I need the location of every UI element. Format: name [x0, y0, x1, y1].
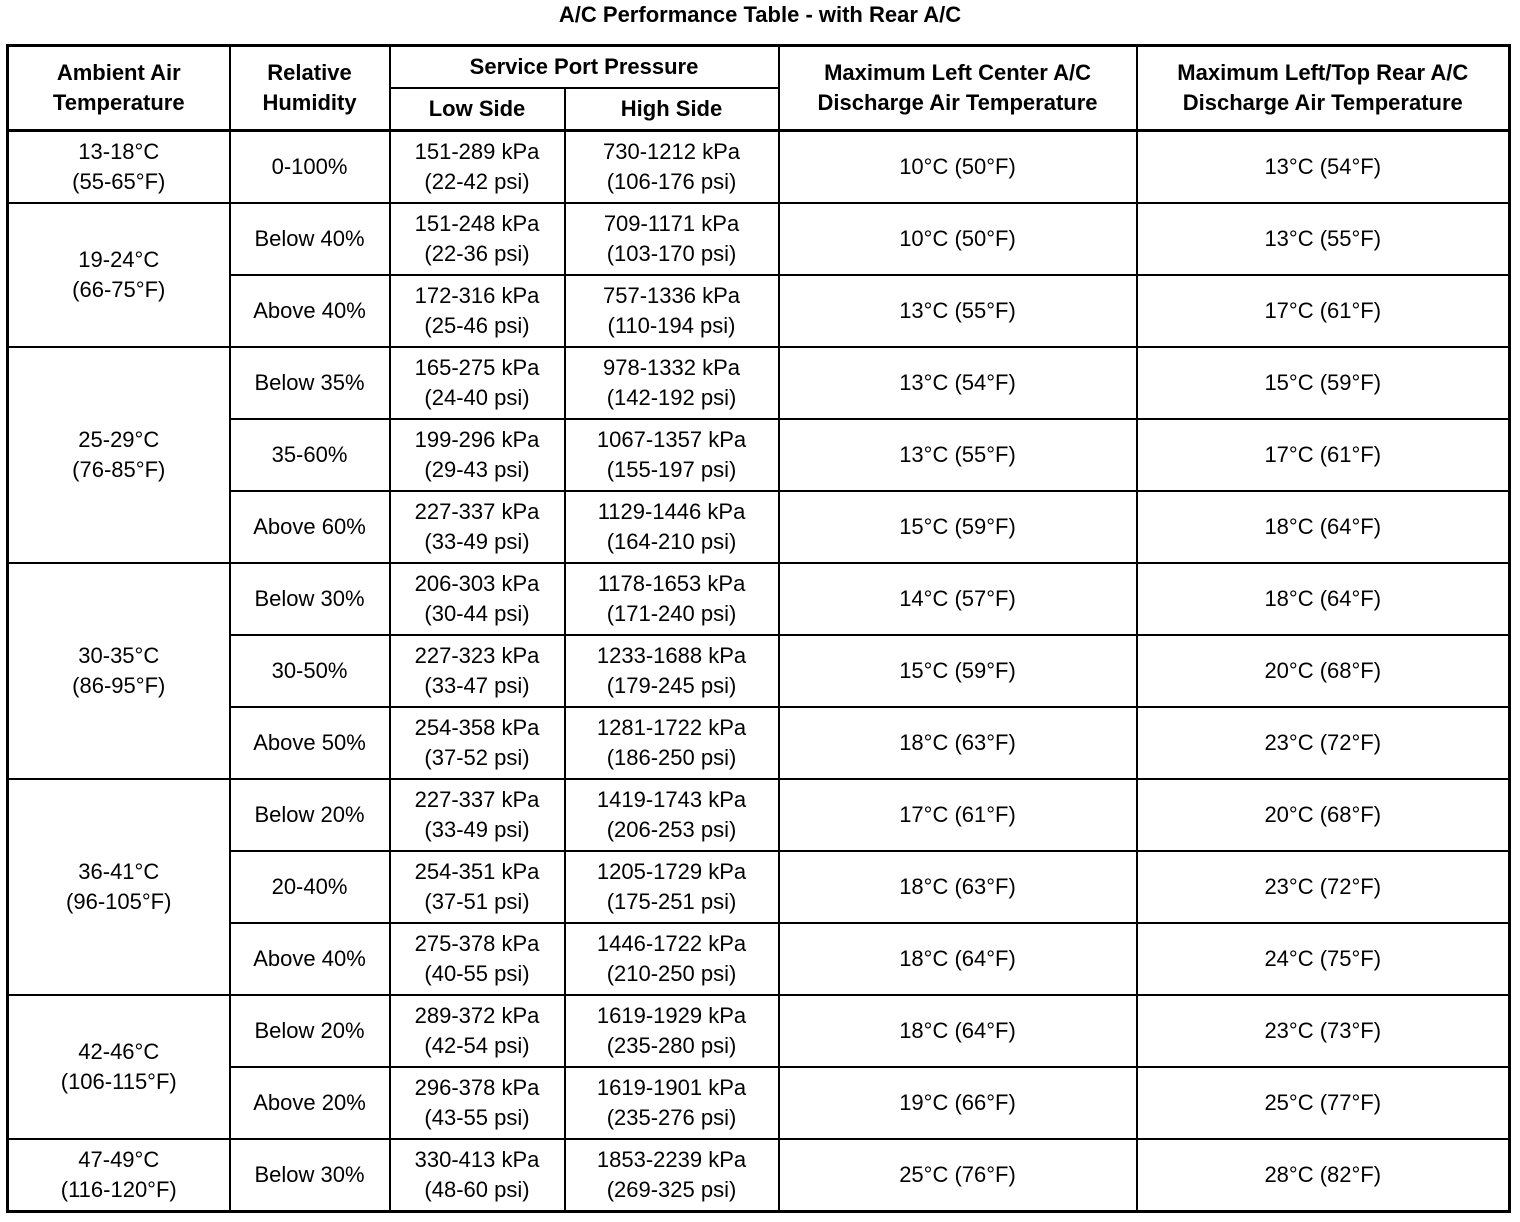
rear-discharge-temperature-cell: 13°C (54°F)	[1137, 131, 1510, 204]
high-side-pressure-cell: 1233-1688 kPa (179-245 psi)	[565, 635, 779, 707]
header-high-side: High Side	[565, 88, 779, 131]
low-side-pressure-cell: 227-323 kPa (33-47 psi)	[390, 635, 565, 707]
center-discharge-temperature-cell: 10°C (50°F)	[779, 203, 1137, 275]
header-low-side: Low Side	[390, 88, 565, 131]
table-row	[8, 851, 1510, 923]
rear-discharge-temperature-cell: 23°C (72°F)	[1137, 851, 1510, 923]
ambient-temperature-cell: 19-24°C (66-75°F)	[8, 203, 230, 347]
rear-discharge-temperature-cell: 18°C (64°F)	[1137, 491, 1510, 563]
header-relative-humidity: Relative Humidity	[230, 46, 390, 131]
center-discharge-temperature-cell: 10°C (50°F)	[779, 131, 1137, 204]
high-side-pressure-cell: 1178-1653 kPa (171-240 psi)	[565, 563, 779, 635]
humidity-cell: Below 20%	[230, 779, 390, 851]
low-side-pressure-cell: 254-351 kPa (37-51 psi)	[390, 851, 565, 923]
low-side-pressure-cell: 172-316 kPa (25-46 psi)	[390, 275, 565, 347]
high-side-pressure-cell: 709-1171 kPa (103-170 psi)	[565, 203, 779, 275]
rear-discharge-temperature-cell: 17°C (61°F)	[1137, 275, 1510, 347]
low-side-pressure-cell: 206-303 kPa (30-44 psi)	[390, 563, 565, 635]
humidity-cell: Above 20%	[230, 1067, 390, 1139]
rear-discharge-temperature-cell: 13°C (55°F)	[1137, 203, 1510, 275]
rear-discharge-temperature-cell: 23°C (73°F)	[1137, 995, 1510, 1067]
rear-discharge-temperature-cell: 25°C (77°F)	[1137, 1067, 1510, 1139]
high-side-pressure-cell: 1205-1729 kPa (175-251 psi)	[565, 851, 779, 923]
center-discharge-temperature-cell: 18°C (63°F)	[779, 851, 1137, 923]
high-side-pressure-cell: 1619-1901 kPa (235-276 psi)	[565, 1067, 779, 1139]
low-side-pressure-cell: 165-275 kPa (24-40 psi)	[390, 347, 565, 419]
table-row	[8, 923, 1510, 995]
center-discharge-temperature-cell: 15°C (59°F)	[779, 491, 1137, 563]
low-side-pressure-cell: 227-337 kPa (33-49 psi)	[390, 779, 565, 851]
center-discharge-temperature-cell: 18°C (63°F)	[779, 707, 1137, 779]
table-row	[8, 995, 1510, 1067]
humidity-cell: Above 50%	[230, 707, 390, 779]
ambient-temperature-cell: 30-35°C (86-95°F)	[8, 563, 230, 779]
rear-discharge-temperature-cell: 20°C (68°F)	[1137, 779, 1510, 851]
humidity-cell: 20-40%	[230, 851, 390, 923]
low-side-pressure-cell: 151-248 kPa (22-36 psi)	[390, 203, 565, 275]
center-discharge-temperature-cell: 25°C (76°F)	[779, 1139, 1137, 1212]
low-side-pressure-cell: 330-413 kPa (48-60 psi)	[390, 1139, 565, 1212]
high-side-pressure-cell: 1129-1446 kPa (164-210 psi)	[565, 491, 779, 563]
center-discharge-temperature-cell: 19°C (66°F)	[779, 1067, 1137, 1139]
table-row	[8, 1067, 1510, 1139]
humidity-cell: Above 40%	[230, 275, 390, 347]
ambient-temperature-cell: 25-29°C (76-85°F)	[8, 347, 230, 563]
table-row	[8, 563, 1510, 635]
ambient-temperature-cell: 42-46°C (106-115°F)	[8, 995, 230, 1139]
low-side-pressure-cell: 289-372 kPa (42-54 psi)	[390, 995, 565, 1067]
ambient-temperature-cell: 47-49°C (116-120°F)	[8, 1139, 230, 1212]
high-side-pressure-cell: 757-1336 kPa (110-194 psi)	[565, 275, 779, 347]
humidity-cell: 35-60%	[230, 419, 390, 491]
humidity-cell: Below 40%	[230, 203, 390, 275]
humidity-cell: Below 35%	[230, 347, 390, 419]
humidity-cell: Above 40%	[230, 923, 390, 995]
header-ambient-air-temperature: Ambient Air Temperature	[8, 46, 230, 131]
table-row	[8, 707, 1510, 779]
table-row	[8, 203, 1510, 275]
center-discharge-temperature-cell: 14°C (57°F)	[779, 563, 1137, 635]
table-row	[8, 275, 1510, 347]
center-discharge-temperature-cell: 13°C (55°F)	[779, 275, 1137, 347]
table-row	[8, 1139, 1510, 1212]
table-row	[8, 635, 1510, 707]
humidity-cell: 30-50%	[230, 635, 390, 707]
table-body	[8, 131, 1510, 1212]
header-center-discharge-temperature: Maximum Left Center A/C Discharge Air Temperature	[779, 46, 1137, 131]
table-row	[8, 131, 1510, 204]
humidity-cell: Below 30%	[230, 563, 390, 635]
low-side-pressure-cell: 227-337 kPa (33-49 psi)	[390, 491, 565, 563]
table-row	[8, 491, 1510, 563]
table-row	[8, 779, 1510, 851]
high-side-pressure-cell: 1419-1743 kPa (206-253 psi)	[565, 779, 779, 851]
performance-table	[6, 44, 1511, 1213]
center-discharge-temperature-cell: 17°C (61°F)	[779, 779, 1137, 851]
rear-discharge-temperature-cell: 24°C (75°F)	[1137, 923, 1510, 995]
rear-discharge-temperature-cell: 15°C (59°F)	[1137, 347, 1510, 419]
ambient-temperature-cell: 13-18°C (55-65°F)	[8, 131, 230, 204]
header-rear-discharge-temperature: Maximum Left/Top Rear A/C Discharge Air Temperature	[1137, 46, 1510, 131]
ambient-temperature-cell: 36-41°C (96-105°F)	[8, 779, 230, 995]
high-side-pressure-cell: 1446-1722 kPa (210-250 psi)	[565, 923, 779, 995]
high-side-pressure-cell: 1067-1357 kPa (155-197 psi)	[565, 419, 779, 491]
low-side-pressure-cell: 151-289 kPa (22-42 psi)	[390, 131, 565, 204]
high-side-pressure-cell: 1853-2239 kPa (269-325 psi)	[565, 1139, 779, 1212]
humidity-cell: Below 30%	[230, 1139, 390, 1212]
center-discharge-temperature-cell: 13°C (54°F)	[779, 347, 1137, 419]
header-service-port-pressure: Service Port Pressure	[390, 46, 779, 89]
low-side-pressure-cell: 296-378 kPa (43-55 psi)	[390, 1067, 565, 1139]
center-discharge-temperature-cell: 18°C (64°F)	[779, 923, 1137, 995]
table-header	[8, 46, 1510, 131]
center-discharge-temperature-cell: 13°C (55°F)	[779, 419, 1137, 491]
humidity-cell: Below 20%	[230, 995, 390, 1067]
rear-discharge-temperature-cell: 20°C (68°F)	[1137, 635, 1510, 707]
rear-discharge-temperature-cell: 17°C (61°F)	[1137, 419, 1510, 491]
rear-discharge-temperature-cell: 28°C (82°F)	[1137, 1139, 1510, 1212]
humidity-cell: 0-100%	[230, 131, 390, 204]
low-side-pressure-cell: 275-378 kPa (40-55 psi)	[390, 923, 565, 995]
high-side-pressure-cell: 1619-1929 kPa (235-280 psi)	[565, 995, 779, 1067]
rear-discharge-temperature-cell: 23°C (72°F)	[1137, 707, 1510, 779]
rear-discharge-temperature-cell: 18°C (64°F)	[1137, 563, 1510, 635]
table-row	[8, 347, 1510, 419]
low-side-pressure-cell: 254-358 kPa (37-52 psi)	[390, 707, 565, 779]
low-side-pressure-cell: 199-296 kPa (29-43 psi)	[390, 419, 565, 491]
high-side-pressure-cell: 978-1332 kPa (142-192 psi)	[565, 347, 779, 419]
high-side-pressure-cell: 730-1212 kPa (106-176 psi)	[565, 131, 779, 204]
center-discharge-temperature-cell: 18°C (64°F)	[779, 995, 1137, 1067]
center-discharge-temperature-cell: 15°C (59°F)	[779, 635, 1137, 707]
high-side-pressure-cell: 1281-1722 kPa (186-250 psi)	[565, 707, 779, 779]
table-row	[8, 419, 1510, 491]
humidity-cell: Above 60%	[230, 491, 390, 563]
page-title: A/C Performance Table - with Rear A/C	[558, 2, 962, 27]
